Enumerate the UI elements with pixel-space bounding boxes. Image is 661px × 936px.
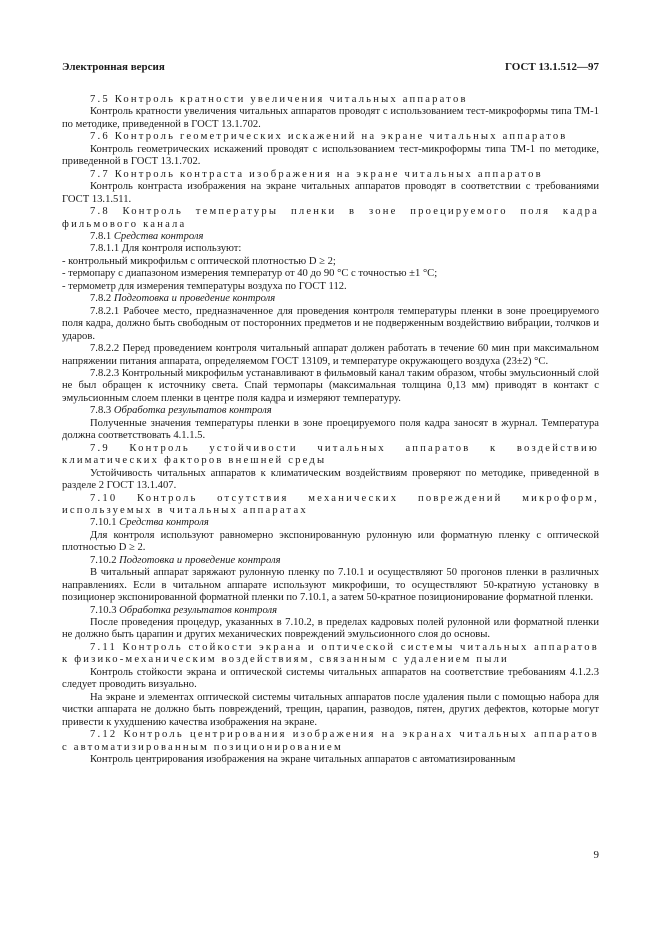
subheading-7-10-2: 7.10.2 Подготовка и проведение контроля (90, 554, 281, 566)
document-body (62, 94, 599, 766)
paragraph: 7.8.2.2 Перед проведением контроля читальный аппарат должен работать в течение 60 мин при максимальном напряжении питания аппарата, определяемом ГОСТ 13109, и температуре окружающего воздуха (23±2) °С. (62, 343, 599, 367)
header-right: ГОСТ 13.1.512—97 (505, 61, 599, 73)
heading-7-12: 7.12 Контроль центрирования изображения на экранах читальных аппаратов с автоматизированным позиционированием (62, 729, 599, 753)
heading-7-8: 7.8 Контроль температуры пленки в зоне проецируемого поля кадра фильмового канала (62, 206, 599, 230)
heading-7-10: 7.10 Контроль отсутствия механических повреждений микроформ, используемых в читальных аппаратах (62, 492, 599, 516)
paragraph: Контроль кратности увеличения читальных аппаратов проводят с использованием тест-микроформы типа ТМ-1 по методике, приведенной в ГОСТ 13.1.702. (62, 106, 599, 130)
heading-7-9: 7.9 Контроль устойчивости читальных аппаратов к воздействию климатических факторов внешней среды (62, 442, 599, 467)
heading-7-6: 7.6 Контроль геометрических искажений на экране читальных аппаратов (90, 131, 568, 143)
subheading-7-10-3: 7.10.3 Обработка результатов контроля (90, 604, 278, 616)
paragraph: Контроль стойкости экрана и оптической системы читальных аппаратов на соответствие требованиям 4.1.2.3 следует проводить визуально. (62, 666, 599, 691)
heading-7-5: 7.5 Контроль кратности увеличения читальных аппаратов (90, 94, 468, 105)
list-item: - термометр для измерения температуры воздуха по ГОСТ 112. (62, 280, 347, 292)
paragraph: На экране и элементах оптической системы читальных аппаратов после удаления пыли с помощью набора для чистки аппарата не должно быть повреждений, трещин, царапин, разводов, пятен, других дефектов, которые могут привести к ухудшению качества изображения на экране. (62, 691, 599, 728)
paragraph: Для контроля используют равномерно экспонированную рулонную или форматную пленку с оптической плотностью D ≥ 2. (62, 529, 599, 554)
paragraph: Полученные значения температуры пленки в зоне проецируемого поля кадра заносят в журнал. Температура должна соответствовать 4.1.1.5. (62, 417, 599, 442)
heading-7-7: 7.7 Контроль контраста изображения на экране читальных аппаратов (90, 168, 543, 180)
subheading-7-8-2: 7.8.2 Подготовка и проведение контроля (90, 293, 276, 305)
paragraph: Контроль геометрических искажений проводят с использованием тест-микроформы типа ТМ-1 по методике, приведенной в ГОСТ 13.1.702. (62, 143, 599, 168)
list-item: - контрольный микрофильм с оптической плотностью D ≥ 2; (62, 255, 336, 267)
paragraph: Контроль центрирования изображения на экране читальных аппаратов с автоматизированным (90, 754, 516, 766)
paragraph: 7.8.2.1 Рабочее место, предназначенное для проведения контроля температуры пленки в зоне проецируемого поля кадра, должно быть свободным от посторонних предметов и не подверженным воздействию вибрации, толчков и ударов. (62, 305, 599, 342)
paragraph: После проведения процедур, указанных в 7.10.2, в пределах кадровых полей рулонной или форматной пленки не должно быть царапин и других механических повреждений эмульсионного слоя до основы. (62, 617, 599, 641)
paragraph: В читальный аппарат заряжают рулонную пленку по 7.10.1 и осуществляют 50 прогонов пленки в различных направлениях. Если в читальном аппарате используют микрофиши, то осуществляют 50-кратную установку в позиционер экспонированной форматной пленки по 7.10.1, а затем 50-кратное позиционирование форматной пленки. (62, 567, 599, 604)
paragraph: 7.8.1.1 Для контроля используют: (90, 243, 242, 255)
page-number: 9 (593, 849, 599, 861)
paragraph: 7.8.2.3 Контрольный микрофильм устанавливают в фильмовый канал таким образом, чтобы эмульсионный слой не был обращен к источнику света. Спай термопары (максимальная толщина 0,13 мм) приводят в контакт с эмульсионным слоем пленки в центре поля кадра и измеряют температуру. (62, 367, 599, 404)
list-item: - термопару с диапазоном измерения температур от 40 до 90 °С с точностью ±1 °С; (62, 268, 438, 280)
heading-7-11: 7.11 Контроль стойкости экрана и оптической системы читальных аппаратов к физико-механическим воздействиям, связанным с удалением пыли (62, 641, 599, 666)
paragraph: Устойчивость читальных аппаратов к климатическим воздействиям проверяют по методике, приведенной в разделе 2 ГОСТ 13.1.407. (62, 467, 599, 492)
subheading-7-10-1: 7.10.1 Средства контроля (90, 517, 209, 529)
header-left: Электронная версия (62, 61, 165, 73)
paragraph: Контроль контраста изображения на экране читальных аппаратов проводят в соответствии с требованиями ГОСТ 13.1.511. (62, 181, 599, 205)
subheading-7-8-3: 7.8.3 Обработка результатов контроля (90, 405, 272, 417)
subheading-7-8-1: 7.8.1 Средства контроля (90, 230, 204, 242)
